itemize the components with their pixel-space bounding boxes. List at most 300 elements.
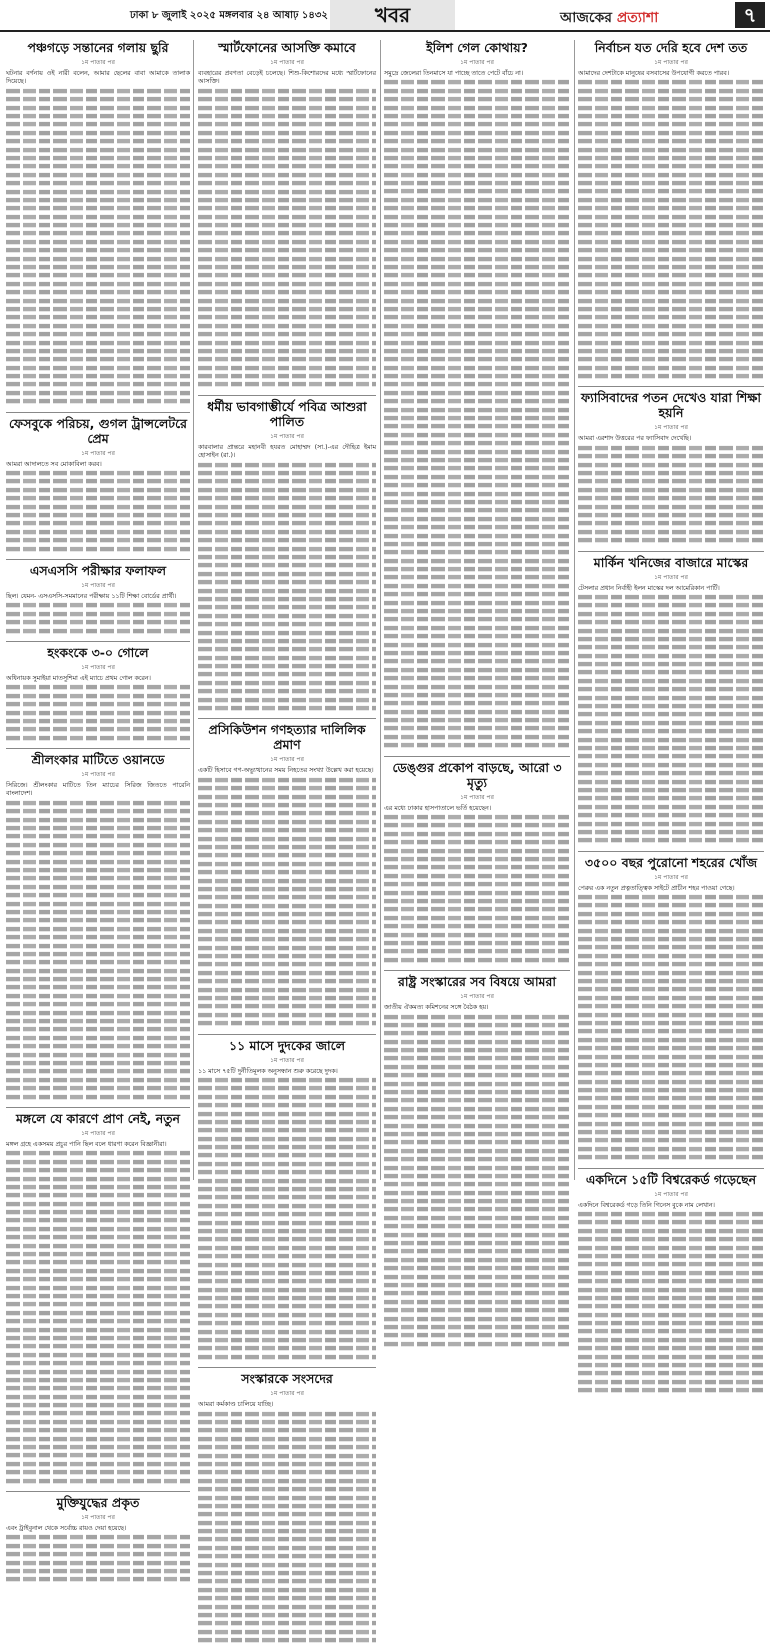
- article-text-line: [384, 1107, 570, 1112]
- article-text-line: [384, 240, 570, 245]
- article-text-line: [578, 729, 764, 734]
- article-text-line: [198, 290, 376, 295]
- article-text-line: [384, 718, 570, 723]
- article-text-line: [384, 924, 570, 929]
- article-text-line: [578, 721, 764, 726]
- article-text-line: [6, 1336, 190, 1341]
- article-text-line: [6, 1569, 190, 1574]
- article-text-line: [198, 374, 376, 379]
- issue-date: ঢাকা ৮ জুলাই ২০২৫ মঙ্গলবার ২৪ আষাঢ় ১৪৩২: [130, 10, 328, 21]
- article-text-line: [578, 1329, 764, 1334]
- article-text-line: [384, 1040, 570, 1045]
- article-text-line: [578, 595, 764, 600]
- article-text-line: [6, 1344, 190, 1349]
- article-text-line: [384, 634, 570, 639]
- article-text-line: [6, 1327, 190, 1332]
- article-text-line: [384, 349, 570, 354]
- article-text-line: [578, 1296, 764, 1301]
- article-text-line: [384, 139, 570, 144]
- article-text-line: [578, 830, 764, 835]
- article-text-line: [6, 969, 190, 974]
- continued-label: ১ম পাতার পর: [270, 1056, 304, 1064]
- page-number: ৭: [735, 2, 765, 28]
- article-text-line: [384, 684, 570, 689]
- article-text-line: [198, 1137, 376, 1142]
- article-text-line: [198, 979, 376, 984]
- article-text-line: [198, 588, 376, 593]
- article-text-line: [578, 530, 764, 535]
- article-text-line: [578, 496, 764, 501]
- article-text-line: [198, 987, 376, 992]
- article-text-line: [6, 910, 190, 915]
- article-text-line: [6, 139, 190, 144]
- article-text-line: [578, 463, 764, 468]
- article-text-line: [578, 1080, 764, 1085]
- article-text-line: [198, 1453, 376, 1458]
- article-text-line: [578, 488, 764, 493]
- article-text-line: [198, 122, 376, 127]
- article-text-line: [384, 441, 570, 446]
- article-text-line: [198, 173, 376, 178]
- article-text-line: [6, 282, 190, 287]
- article-text-line: [384, 857, 570, 862]
- article-text-line: [198, 1521, 376, 1526]
- article-text-line: [6, 1160, 190, 1165]
- article-text-line: [384, 1123, 570, 1128]
- article-text-line: [6, 521, 190, 526]
- article-text-line: [6, 736, 190, 741]
- continued-label: ১ম পাতার পর: [270, 756, 304, 764]
- article-text-line: [384, 215, 570, 220]
- article-text-line: [198, 962, 376, 967]
- article-text-line: [578, 970, 764, 975]
- article-text-line: [198, 1412, 376, 1417]
- article-text-line: [198, 1330, 376, 1335]
- news-article: [198, 1367, 376, 1644]
- article-text-line: [198, 488, 376, 493]
- article-text-line: [578, 937, 764, 942]
- article-text-line: [6, 391, 190, 396]
- article-text-line: [384, 282, 570, 287]
- article-text-line: [198, 664, 376, 669]
- article-text-line: [6, 943, 190, 948]
- article-text-line: [384, 1065, 570, 1070]
- continued-label: ১ম পাতার পর: [81, 663, 115, 671]
- news-article: [6, 412, 190, 553]
- article-text-line: [384, 466, 570, 471]
- article-text-line: [384, 273, 570, 278]
- article-text-line: [6, 1193, 190, 1198]
- article-text-line: [198, 1170, 376, 1175]
- article-body: মঙ্গল গ্রহে একসময় প্রচুর পানি ছিল বলে ধারণা করেন বিজ্ঞানীরা।: [6, 1140, 167, 1148]
- article-text-line: [384, 1224, 570, 1229]
- article-text-line: [578, 1304, 764, 1309]
- article-text-line: [198, 1013, 376, 1018]
- article-text-line: [384, 849, 570, 854]
- article-text-line: [384, 932, 570, 937]
- article-text-line: [6, 1078, 190, 1083]
- article-text-line: [384, 1165, 570, 1170]
- article-text-line: [198, 1596, 376, 1601]
- article-text-line: [6, 122, 190, 127]
- article-text-line: [6, 164, 190, 169]
- article-text-line: [384, 508, 570, 513]
- article-text-line: [198, 131, 376, 136]
- article-text-line: [198, 1630, 376, 1635]
- article-text-line: [198, 1588, 376, 1593]
- article-text-line: [198, 1187, 376, 1192]
- article-text-line: [198, 778, 376, 783]
- continued-label: ১ম পাতার পর: [81, 581, 115, 589]
- article-text-line: [578, 349, 764, 354]
- article-text-line: [6, 809, 190, 814]
- article-text-line: [578, 290, 764, 295]
- article-text-line: [384, 391, 570, 396]
- article-text-line: [578, 813, 764, 818]
- article-text-line: [384, 642, 570, 647]
- article-text-line: [198, 1420, 376, 1425]
- article-text-line: [578, 903, 764, 908]
- article-text-line: [578, 454, 764, 459]
- article-text-line: [384, 458, 570, 463]
- article-text-line: [578, 996, 764, 1001]
- article-text-line: [6, 960, 190, 965]
- article-text-line: [6, 1386, 190, 1391]
- article-text-line: [578, 248, 764, 253]
- article-text-line: [6, 1378, 190, 1383]
- article-text-line: [198, 946, 376, 951]
- article-text-line: [384, 865, 570, 870]
- article-body: একটি হিসাবে গণ-অভ্যুত্থানের সময় নিহতের সংখ্যা উল্লেখ করা হয়েছে।: [198, 767, 374, 775]
- article-text-line: [6, 324, 190, 329]
- article-text-line: [6, 1086, 190, 1091]
- article-text-line: [384, 433, 570, 438]
- article-text-line: [198, 240, 376, 245]
- article-body: ঘটনার বর্ণনায় ওই নারী বলেন, আমার ছেলের বাবা আমাকে তালাক দিয়েছে।: [6, 70, 190, 86]
- article-text-line: [198, 681, 376, 686]
- article-text-line: [198, 1313, 376, 1318]
- article-text-line: [578, 215, 764, 220]
- article-headline: ৩৫০০ বছর পুরোনো শহরের খোঁজ: [584, 854, 758, 870]
- article-text-line: [6, 612, 190, 617]
- article-text-line: [384, 1090, 570, 1095]
- article-text-line: [578, 1262, 764, 1267]
- article-text-line: [578, 324, 764, 329]
- article-text-line: [6, 265, 190, 270]
- article-text-line: [6, 1036, 190, 1041]
- article-text-line: [198, 555, 376, 560]
- article-text-line: [384, 1073, 570, 1078]
- article-text-line: [198, 1004, 376, 1009]
- news-article: [384, 40, 570, 750]
- article-text-line: [578, 538, 764, 543]
- article-text-line: [198, 1021, 376, 1026]
- article-headline: রাষ্ট্র সংস্কারের সব বিষয়ে আমরা: [398, 974, 556, 990]
- article-text-line: [198, 580, 376, 585]
- article-text-line: [384, 1056, 570, 1061]
- article-text-line: [6, 1185, 190, 1190]
- article-text-line: [6, 496, 190, 501]
- article-text-line: [578, 1004, 764, 1009]
- article-text-line: [578, 1245, 764, 1250]
- article-text-line: [198, 1504, 376, 1509]
- article-headline: ইলিশ গেল কোথায়?: [426, 40, 528, 55]
- article-text-line: [198, 803, 376, 808]
- article-text-line: [6, 818, 190, 823]
- article-text-line: [384, 408, 570, 413]
- article-text-line: [384, 1149, 570, 1154]
- article-body: ছিল। যেমন- এসএসসি-সমমানের পরীক্ষায় ১১টি শিক্ষা বোর্ডের প্রার্থী।: [6, 592, 177, 600]
- article-text-line: [6, 273, 190, 278]
- continued-label: ১ম পাতার পর: [654, 59, 688, 66]
- article-text-line: [198, 97, 376, 102]
- article-text-line: [578, 147, 764, 152]
- article-text-line: [198, 656, 376, 661]
- article-text-line: [578, 315, 764, 320]
- column-2: [198, 40, 376, 1409]
- article-text-line: [6, 685, 190, 690]
- article-text-line: [198, 1470, 376, 1475]
- article-text-line: [578, 1287, 764, 1292]
- article-text-line: [6, 710, 190, 715]
- article-text-line: [198, 954, 376, 959]
- article-text-line: [384, 1082, 570, 1087]
- article-text-line: [578, 1029, 764, 1034]
- article-text-line: [198, 1479, 376, 1484]
- article-text-line: [578, 366, 764, 371]
- article-text-line: [384, 617, 570, 622]
- article-text-line: [6, 189, 190, 194]
- article-text-line: [198, 248, 376, 253]
- article-text-line: [198, 505, 376, 510]
- article-text-line: [6, 927, 190, 932]
- article-text-line: [384, 147, 570, 152]
- article-headline: পঞ্চগড়ে সন্তানের গলায় ছুরি: [27, 40, 169, 55]
- article-text-line: [198, 1428, 376, 1433]
- article-text-line: [384, 659, 570, 664]
- article-text-line: [6, 901, 190, 906]
- article-text-line: [578, 1321, 764, 1326]
- article-text-line: [198, 298, 376, 303]
- article-text-line: [6, 307, 190, 312]
- article-text-line: [384, 223, 570, 228]
- article-headline: মুক্তিযুদ্ধের প্রকৃত: [56, 1494, 140, 1510]
- article-text-line: [578, 173, 764, 178]
- article-text-line: [384, 248, 570, 253]
- article-headline: হংকংকে ৩-০ গোলে: [47, 644, 149, 660]
- article-text-line: [6, 1044, 190, 1049]
- article-text-line: [6, 1027, 190, 1032]
- column-1: [6, 40, 190, 1532]
- article-text-line: [384, 1115, 570, 1120]
- article-text-line: [578, 754, 764, 759]
- article-text-line: [384, 89, 570, 94]
- article-text-line: [198, 164, 376, 169]
- article-text-line: [578, 763, 764, 768]
- article-text-line: [6, 340, 190, 345]
- article-text-line: [384, 710, 570, 715]
- article-text-line: [578, 1155, 764, 1160]
- article-text-line: [384, 1241, 570, 1246]
- article-text-line: [198, 156, 376, 161]
- article-text-line: [384, 1316, 570, 1321]
- article-text-line: [578, 805, 764, 810]
- article-text-line: [6, 977, 190, 982]
- article-text-line: [6, 1369, 190, 1374]
- article-text-line: [198, 1546, 376, 1551]
- news-article: [6, 641, 190, 742]
- article-text-line: [384, 1132, 570, 1137]
- article-body: কারবালার প্রান্তরে মহানবী হযরত মোহাম্মদ (সা.)-এর দৌহিত্র ইমাম হোসাইন (রা.)।: [198, 443, 376, 460]
- article-text-line: [6, 1227, 190, 1232]
- logo-accent: প্রত্যাশা: [616, 10, 659, 26]
- article-text-line: [6, 1478, 190, 1483]
- article-text-line: [384, 676, 570, 681]
- article-text-line: [6, 876, 190, 881]
- article-body: এবং ট্রাইবুনাল থেকে সর্বোচ্চ রায়ও দেয়া হয়েছে।: [6, 1524, 127, 1532]
- article-text-line: [198, 1445, 376, 1450]
- article-text-line: [578, 1105, 764, 1110]
- article-text-line: [6, 147, 190, 152]
- article-text-line: [198, 273, 376, 278]
- article-text-line: [198, 1554, 376, 1559]
- continued-label: ১ম পাতার পর: [654, 873, 688, 881]
- article-body: টেসলার প্রধান নির্বাহী ইলন মাস্কের দল আমেরিকান পার্টি।: [578, 584, 720, 592]
- article-text-line: [6, 1302, 190, 1307]
- article-text-line: [198, 794, 376, 799]
- article-headline: মঙ্গলে যে কারণে প্রাণ নেই, নতুন: [15, 1110, 181, 1126]
- article-text-line: [384, 832, 570, 837]
- article-text-line: [198, 1512, 376, 1517]
- article-text-line: [6, 1202, 190, 1207]
- article-text-line: [198, 1086, 376, 1091]
- article-text-line: [6, 826, 190, 831]
- article-text-line: [384, 382, 570, 387]
- article-text-line: [198, 349, 376, 354]
- article-text-line: [6, 851, 190, 856]
- article-text-line: [198, 1271, 376, 1276]
- article-headline: ফেসবুকে পরিচয়, গুগল ট্রান্সলেটরে প্রেম: [8, 415, 187, 446]
- article-headline: ধর্মীয় ভাবগাম্ভীর্যে পবিত্র আশুরা পালিত: [207, 398, 367, 429]
- article-text-line: [578, 796, 764, 801]
- continued-label: ১ম পাতার পর: [81, 59, 115, 66]
- article-text-line: [198, 223, 376, 228]
- article-text-line: [198, 1229, 376, 1234]
- article-text-line: [578, 628, 764, 633]
- article-text-line: [384, 1216, 570, 1221]
- article-text-line: [198, 853, 376, 858]
- article-text-line: [6, 1269, 190, 1274]
- article-body: পেরুর এক নতুন প্রত্নতাত্ত্বিক সাইটে প্রাচীন শহর পাওয়া গেছে।: [578, 884, 735, 892]
- article-text-line: [6, 1470, 190, 1475]
- article-text-line: [198, 698, 376, 703]
- article-text-line: [578, 737, 764, 742]
- article-text-line: [384, 105, 570, 110]
- article-text-line: [384, 500, 570, 505]
- article-text-line: [384, 265, 570, 270]
- article-text-line: [578, 282, 764, 287]
- article-text-line: [578, 189, 764, 194]
- article-text-line: [578, 1147, 764, 1152]
- article-text-line: [198, 1304, 376, 1309]
- article-text-line: [198, 324, 376, 329]
- article-text-line: [198, 1103, 376, 1108]
- article-text-line: [198, 340, 376, 345]
- continued-label: ১ম পাতার পর: [81, 771, 115, 779]
- article-text-line: [198, 1246, 376, 1251]
- article-text-line: [198, 1153, 376, 1158]
- article-text-line: [384, 743, 570, 748]
- article-text-line: [578, 1212, 764, 1217]
- article-text-line: [198, 105, 376, 110]
- article-text-line: [198, 630, 376, 635]
- article-text-line: [578, 181, 764, 186]
- article-text-line: [198, 1262, 376, 1267]
- article-text-line: [198, 811, 376, 816]
- article-text-line: [198, 1212, 376, 1217]
- article-headline: সংস্কারকে সংসদের: [241, 1371, 333, 1387]
- article-text-line: [578, 1371, 764, 1376]
- article-text-line: [198, 912, 376, 917]
- article-text-line: [198, 929, 376, 934]
- article-text-line: [384, 626, 570, 631]
- article-text-line: [384, 1157, 570, 1162]
- continued-label: ১ম পাতার পর: [460, 59, 494, 66]
- article-headline: এসএসসি পরীক্ষার ফলাফল: [29, 562, 167, 578]
- article-text-line: [384, 290, 570, 295]
- article-text-line: [384, 97, 570, 102]
- article-text-line: [384, 424, 570, 429]
- article-text-line: [578, 920, 764, 925]
- article-text-line: [578, 139, 764, 144]
- article-text-line: [578, 332, 764, 337]
- article-text-line: [578, 198, 764, 203]
- article-text-line: [384, 80, 570, 85]
- article-text-line: [578, 929, 764, 934]
- article-text-line: [384, 726, 570, 731]
- article-text-line: [198, 265, 376, 270]
- article-text-line: [384, 958, 570, 963]
- article-text-line: [578, 122, 764, 127]
- article-text-line: [198, 1095, 376, 1100]
- article-text-line: [198, 1288, 376, 1293]
- article-text-line: [578, 679, 764, 684]
- article-text-line: [578, 662, 764, 667]
- article-text-line: [6, 1462, 190, 1467]
- article-text-line: [198, 147, 376, 152]
- article-text-line: [384, 525, 570, 530]
- article-text-line: [6, 1319, 190, 1324]
- article-text-line: [384, 399, 570, 404]
- article-text-line: [198, 198, 376, 203]
- article-text-line: [198, 479, 376, 484]
- article-text-line: [198, 332, 376, 337]
- article-text-line: [6, 399, 190, 404]
- article-text-line: [384, 1342, 570, 1347]
- article-text-line: [198, 1162, 376, 1167]
- article-text-line: [6, 702, 190, 707]
- continued-label: ১ম পাতার পর: [460, 793, 494, 801]
- article-text-line: [198, 887, 376, 892]
- article-text-line: [6, 1411, 190, 1416]
- continued-label: ১ম পাতার পর: [460, 993, 494, 1001]
- article-text-line: [578, 479, 764, 484]
- article-text-line: [384, 609, 570, 614]
- article-text-line: [384, 916, 570, 921]
- article-text-line: [198, 647, 376, 652]
- continued-label: ১ম পাতার পর: [654, 1190, 688, 1198]
- article-text-line: [578, 1122, 764, 1127]
